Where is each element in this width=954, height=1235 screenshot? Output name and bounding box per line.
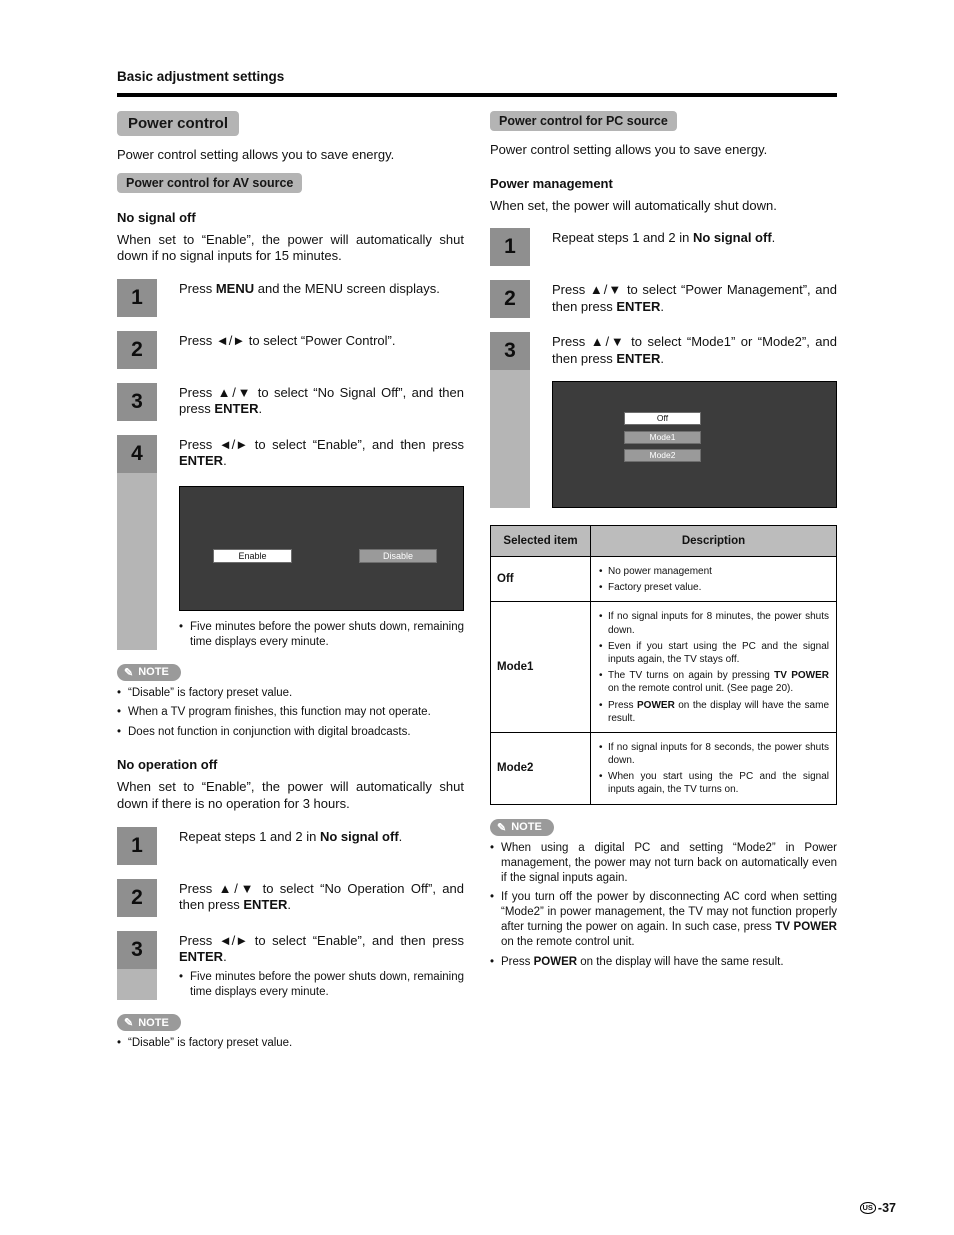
power-control-title: Power control <box>117 111 239 136</box>
step-number: 3 <box>117 383 157 421</box>
step-number-block <box>117 279 157 317</box>
step-row-2 <box>490 280 837 318</box>
step-number-block <box>117 383 157 421</box>
step-row-3 <box>117 383 464 421</box>
power-management-table <box>490 525 837 805</box>
step-number-block <box>490 228 530 266</box>
table-row-off <box>491 557 837 602</box>
description-cell <box>591 557 837 602</box>
step-number: 1 <box>490 228 530 266</box>
description-cell <box>591 732 837 804</box>
step-number: 3 <box>490 332 530 370</box>
step-number-block <box>117 827 157 865</box>
note-item: • Does not function in conjunction with digital broadcasts. <box>117 725 464 740</box>
step-text: Press ◄/► to select “Power Control”. <box>179 332 396 348</box>
note-item: • “Disable” is factory preset value. <box>117 686 464 701</box>
step-content <box>179 827 464 865</box>
note-item: • When using a digital PC and setting “Mode2” in Power management, the power may not turn back on automatically even if the signal inputs again. <box>490 841 837 886</box>
table-bullet: • If no signal inputs for 8 seconds, the power shuts down. <box>598 741 829 767</box>
step-number: 2 <box>117 879 157 917</box>
step-content <box>552 228 837 266</box>
disable-option: Disable <box>359 549 437 563</box>
pc-source-heading: Power control for PC source <box>490 111 677 131</box>
right-column <box>490 111 837 1051</box>
step-content <box>552 332 837 508</box>
step-content <box>179 931 464 1001</box>
no-signal-off-heading: No signal off <box>117 209 196 225</box>
table-bullet: • Press POWER on the display will have the same result. <box>598 699 829 725</box>
table-row-mode2 <box>491 732 837 804</box>
note-label: NOTE <box>138 666 169 678</box>
no-operation-off-heading: No operation off <box>117 757 218 773</box>
step-content <box>179 331 464 369</box>
note-badge <box>117 1014 181 1031</box>
selected-item-label: Off <box>491 557 591 602</box>
power-management-heading: Power management <box>490 175 613 191</box>
step-text: Press ▲/▼ to select “Mode1” or “Mode2”, and then press ENTER. <box>552 334 837 366</box>
step-number-block <box>490 332 530 508</box>
step-tail <box>117 473 157 650</box>
table-bullet: • Even if you start using the PC and the signal inputs again, the TV stays off. <box>598 640 829 666</box>
step-row-4 <box>117 435 464 650</box>
step-tail <box>490 370 530 508</box>
note-item: • If you turn off the power by disconnecting AC cord when setting “Mode2” in power management, the TV may not function properly after turning the power on again. In such case, press TV POWER on the remote control unit. <box>490 890 837 950</box>
table-header-selected-item: Selected item <box>491 526 591 557</box>
selected-item-label: Mode2 <box>491 732 591 804</box>
step-row-2 <box>117 879 464 917</box>
step-text: Repeat steps 1 and 2 in No signal off. <box>179 828 403 844</box>
table-header-description: Description <box>591 526 837 557</box>
step-content <box>552 280 837 318</box>
step-number: 4 <box>117 435 157 473</box>
step-text: Press ▲/▼ to select “No Operation Off”, and then press ENTER. <box>179 880 464 912</box>
step-content <box>179 279 464 317</box>
note-badge <box>490 819 554 836</box>
step-text: Press ▲/▼ to select “No Signal Off”, and then press ENTER. <box>179 384 464 417</box>
step-row-1 <box>490 228 837 266</box>
step-number-block <box>117 331 157 369</box>
step-text: Press MENU and the MENU screen displays. <box>179 280 440 296</box>
right-intro-text: Power control setting allows you to save energy. <box>490 142 768 157</box>
table-bullet: • Factory preset value. <box>598 581 829 594</box>
content-columns <box>117 111 837 1051</box>
step-number: 3 <box>117 931 157 969</box>
note-badge <box>117 664 181 681</box>
description-cell <box>591 602 837 733</box>
table-bullet: • The TV turns on again by pressing TV POWER on the remote control unit. (See page 20). <box>598 669 829 695</box>
power-management-description: When set, the power will automatically shut down. <box>490 197 777 213</box>
table-bullet: • No power management <box>598 565 829 578</box>
header-rule <box>117 93 837 97</box>
av-source-heading: Power control for AV source <box>117 173 302 193</box>
region-badge: US <box>860 1202 876 1214</box>
step-row-1 <box>117 279 464 317</box>
note-label: NOTE <box>511 821 542 834</box>
step-number-block <box>490 280 530 318</box>
note-pencil-icon: ✎ <box>124 666 134 679</box>
note-pencil-icon: ✎ <box>497 821 507 834</box>
left-column <box>117 111 464 1051</box>
table-header-row <box>491 526 837 557</box>
osd-screenshot-pc <box>552 381 837 508</box>
section-header: Basic adjustment settings <box>117 69 285 84</box>
step-content <box>179 879 464 917</box>
step-sub-bullet: • Five minutes before the power shuts down, remaining time displays every minute. <box>179 970 464 1000</box>
step-number: 2 <box>490 280 530 318</box>
step-row-2 <box>117 331 464 369</box>
note-pencil-icon: ✎ <box>124 1017 134 1030</box>
left-intro-text: Power control setting allows you to save energy. <box>117 147 395 162</box>
note-label: NOTE <box>138 1016 169 1029</box>
step-row-3 <box>117 931 464 1001</box>
table-bullet: • When you start using the PC and the signal inputs again, the TV turns on. <box>598 770 829 796</box>
off-option: Off <box>624 412 701 425</box>
table-row-mode1 <box>491 602 837 733</box>
step-content <box>179 435 464 650</box>
step-number: 1 <box>117 279 157 317</box>
note-item: • When a TV program finishes, this function may not operate. <box>117 705 464 720</box>
step-row-1 <box>117 827 464 865</box>
step-number: 1 <box>117 827 157 865</box>
after-screen-bullet: • Five minutes before the power shuts down, remaining time displays every minute. <box>179 620 464 650</box>
page-number: -37 <box>877 1201 896 1215</box>
selected-item-label: Mode1 <box>491 602 591 733</box>
mode2-option: Mode2 <box>624 449 701 462</box>
step-text: Press ◄/► to select “Enable”, and then press ENTER. <box>179 932 464 964</box>
step-number-block <box>117 879 157 917</box>
no-signal-off-description: When set to “Enable”, the power will automatically shut down if no signal inputs for 15 minutes. <box>117 231 464 264</box>
step-text: Press ▲/▼ to select “Power Management”, and then press ENTER. <box>552 282 837 314</box>
mode1-option: Mode1 <box>624 431 701 444</box>
step-row-3 <box>490 332 837 508</box>
step-number-block <box>117 435 157 650</box>
step-number: 2 <box>117 331 157 369</box>
table-bullet: • If no signal inputs for 8 minutes, the power shuts down. <box>598 610 829 636</box>
step-text: Repeat steps 1 and 2 in No signal off. <box>552 230 776 246</box>
step-tail <box>117 969 157 1001</box>
step-text: Press ◄/► to select “Enable”, and then press ENTER. <box>179 436 464 469</box>
enable-option: Enable <box>213 549 292 563</box>
page-footer <box>860 1201 897 1215</box>
note-item: • “Disable” is factory preset value. <box>117 1036 464 1051</box>
step-content <box>179 383 464 421</box>
osd-screenshot-av <box>179 486 464 611</box>
step-number-block <box>117 931 157 1001</box>
no-operation-off-description: When set to “Enable”, the power will automatically shut down if there is no operation for 3 hours. <box>117 779 464 811</box>
note-item: • Press POWER on the display will have the same result. <box>490 955 837 970</box>
